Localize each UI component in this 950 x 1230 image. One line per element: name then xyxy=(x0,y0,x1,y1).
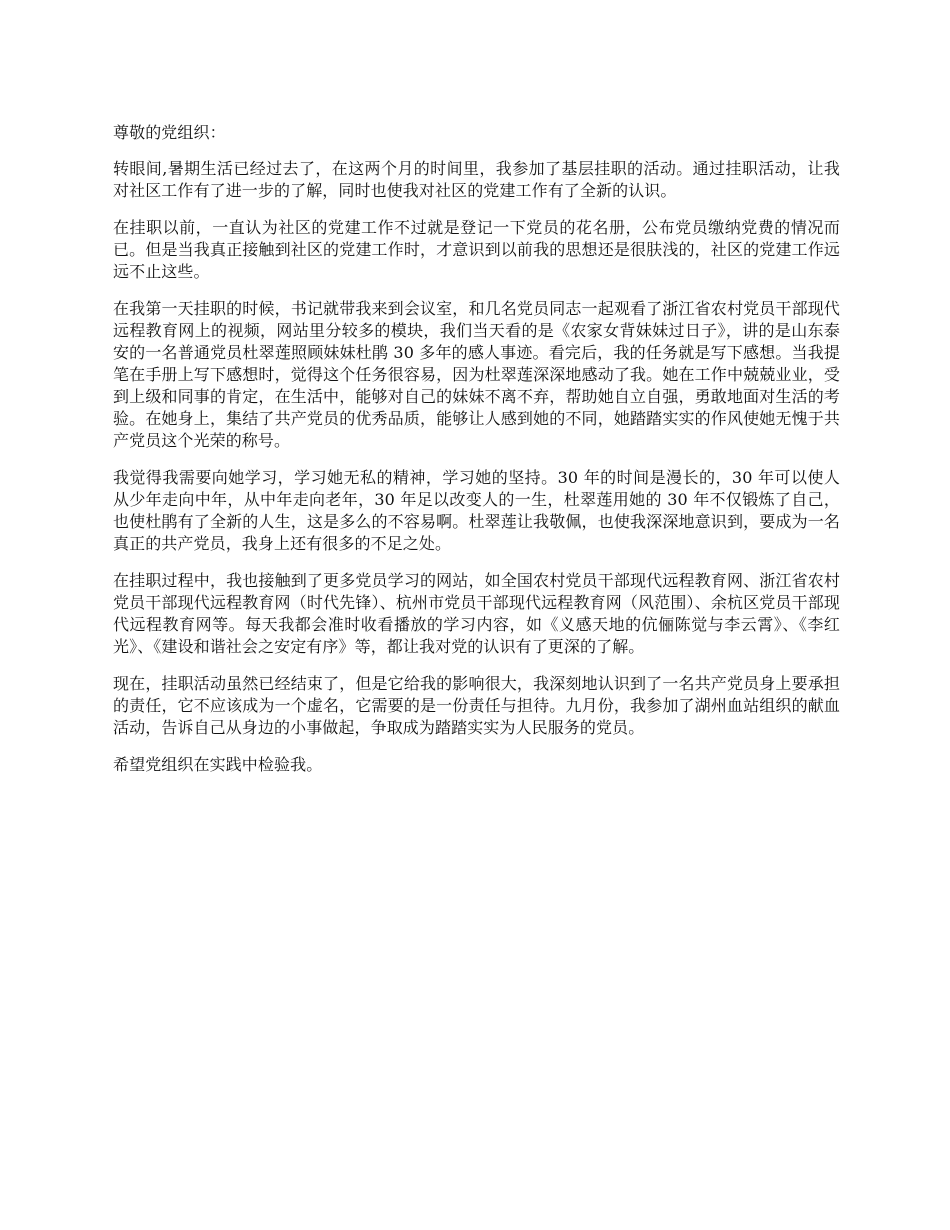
paragraph-1: 转眼间,暑期生活已经过去了，在这两个月的时间里，我参加了基层挂职的活动。通过挂职活动，让我对社区工作有了进一步的了解，同时也使我对社区的党建工作有了全新的认识。 xyxy=(113,159,840,200)
paragraph-3: 在我第一天挂职的时候，书记就带我来到会议室，和几名党员同志一起观看了浙江省农村党员干部现代远程教育网上的视频，网站里分较多的模块，我们当天看的是《农家女背妹妹过日子》，讲的是山东泰安的一名普通党员杜翠莲照顾妹妹杜鹃 30 多年的感人事迹。看完后，我的任务就是写下感想。当我提笔在手册上写下感想时，觉得这个任务很容易，因为杜翠莲深深地感动了我。她在工作中兢兢业业，受到上级和同事的肯定，在生活中，能够对自己的妹妹不离不弃，帮助她自立自强，勇敢地面对生活的考验。在她身上，集结了共产党员的优秀品质，能够让人感到她的不同，她踏踏实实的作风使她无愧于共产党员这个光荣的称号。 xyxy=(113,299,840,450)
document-body xyxy=(113,122,840,776)
paragraph-6: 现在，挂职活动虽然已经结束了，但是它给我的影响很大，我深刻地认识到了一名共产党员身上要承担的责任，它不应该成为一个虚名，它需要的是一份责任与担待。九月份，我参加了湖州血站组织的献血活动，告诉自己从身边的小事做起，争取成为踏踏实实为人民服务的党员。 xyxy=(113,674,840,737)
paragraph-2: 在挂职以前，一直认为社区的党建工作不过就是登记一下党员的花名册，公布党员缴纳党费的情况而已。但是当我真正接触到社区的党建工作时，才意识到以前我的思想还是很肤浅的，社区的党建工作远远不止这些。 xyxy=(113,218,840,281)
salutation: 尊敬的党组织： xyxy=(113,123,226,142)
closing-line: 希望党组织在实践中检验我。 xyxy=(113,755,323,774)
paragraph-5: 在挂职过程中，我也接触到了更多党员学习的网站，如全国农村党员干部现代远程教育网、浙江省农村党员干部现代远程教育网（时代先锋）、杭州市党员干部现代远程教育网（风范围）、余杭区党员干部现代远程教育网等。每天我都会准时收看播放的学习内容，如《义感天地的伉俪陈觉与李云霄》、《李红光》、《建设和谐社会之安定有序》等，都让我对党的认识有了更深的了解。 xyxy=(113,571,840,656)
paragraph-4: 我觉得我需要向她学习，学习她无私的精神，学习她的坚持。30 年的时间是漫长的，30 年可以使人从少年走向中年，从中年走向老年，30 年足以改变人的一生，杜翠莲用她的 30 年不仅锻炼了自己，也使杜鹃有了全新的人生，这是多么的不容易啊。杜翠莲让我敬佩，也使我深深地意识到，要成为一名真正的共产党员，我身上还有很多的不足之处。 xyxy=(113,468,840,553)
